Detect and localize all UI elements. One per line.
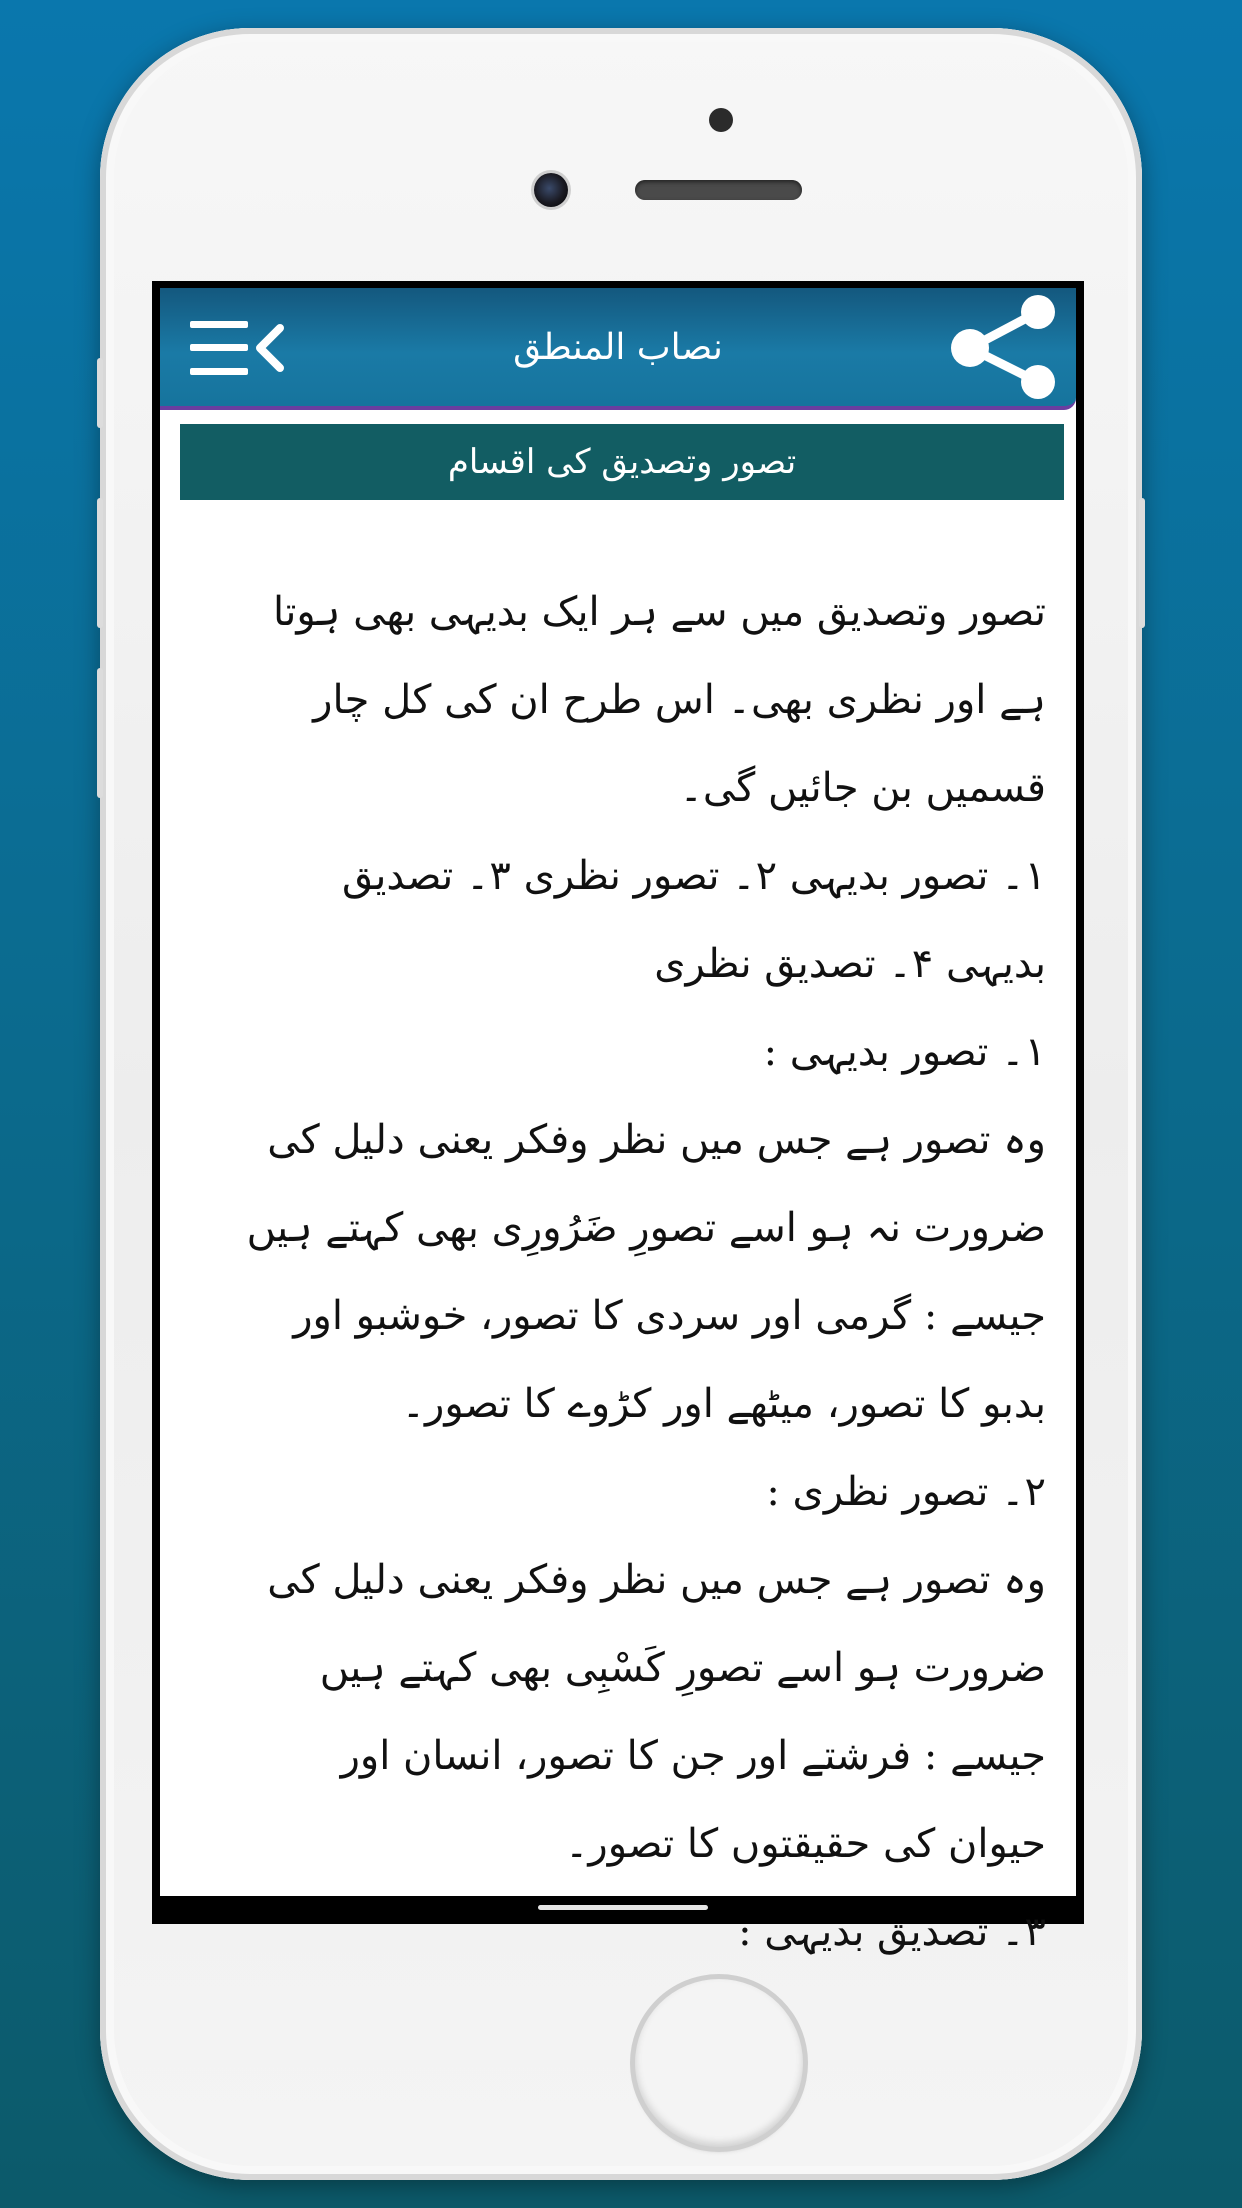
subheading: ۱۔ تصور بدیہی : — [763, 1029, 1046, 1075]
share-icon[interactable] — [950, 294, 1062, 400]
app-title: نصاب المنطق — [513, 326, 723, 368]
paragraph: وہ تصور ہے جس میں نظر وفکر یعنی دلیل کی ضرورت ہو اسے تصورِ کَسْبِی بھی کہتے ہیں جیسے : فرشتے اور جن کا تصور، انسان اور حیوان کی حقیقتوں کا تصور۔ — [267, 1557, 1046, 1867]
home-indicator[interactable] — [538, 1905, 708, 1910]
section-title: تصور وتصدیق کی اقسام — [180, 424, 1064, 500]
front-camera — [534, 173, 568, 207]
volume-up-button — [97, 498, 103, 628]
proximity-sensor — [709, 108, 733, 132]
article-content — [246, 568, 1046, 1976]
app-view — [160, 288, 1076, 1955]
screen — [152, 281, 1084, 1955]
paragraph: وہ تصور ہے جس میں نظر وفکر یعنی دلیل کی ضرورت نہ ہو اسے تصورِ ضَرُورِی بھی کہتے ہیں جیسے : گرمی اور سردی کا تصور، خوشبو اور بدبو کا تصور، میٹھے اور کڑوے کا تصور۔ — [246, 1117, 1046, 1427]
paragraph: تصور وتصدیق میں سے ہر ایک بدیہی بھی ہوتا ہے اور نظری بھی۔ اس طرح ان کی کل چار قسمیں بن جائیں گی۔ — [273, 589, 1046, 811]
subheading: ۲۔ تصور نظری : — [766, 1469, 1046, 1515]
power-button — [1139, 498, 1145, 628]
earpiece-speaker — [635, 180, 802, 200]
paragraph: ۱۔ تصور بدیہی ۲۔ تصور نظری ۳۔ تصدیق بدیہی ۴۔ تصدیق نظری — [341, 853, 1046, 987]
subheading: ۳۔ تصدیق بدیہی : — [738, 1909, 1046, 1955]
mute-switch — [97, 358, 103, 428]
home-button[interactable] — [635, 1979, 803, 2147]
volume-down-button — [97, 668, 103, 798]
app-bar — [160, 288, 1076, 410]
